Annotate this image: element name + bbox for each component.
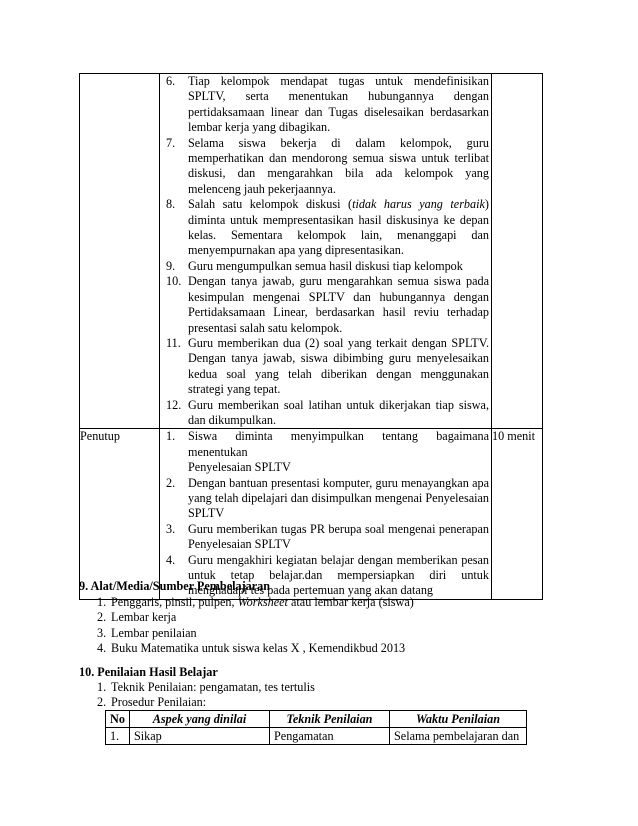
activity-table xyxy=(79,73,543,600)
item-text: Guru memberikan dua (2) soal yang terkait dengan SPLTV. Dengan tanya jawab, siswa dibimbing guru menyelesaikan kedua soal yang telah diberikan dengan menggunakan strategi yang tepat. xyxy=(188,335,489,397)
item-text: Selama siswa bekerja di dalam kelompok, guru memperhatikan dan mendorong semua siswa untuk terlibat diskusi, dan mengarahkan bila ada kelompok yang melenceng jauh pekerjaannya. xyxy=(188,135,489,196)
list-item xyxy=(166,74,489,136)
item-number: 3. xyxy=(97,625,107,640)
item-number: 9. xyxy=(166,258,176,273)
section-9-list xyxy=(97,595,414,657)
steps-list xyxy=(160,429,491,598)
list-item xyxy=(97,626,414,641)
item-text: Guru memberikan soal latihan untuk dikerjakan tiap siswa, dan dikumpulkan. xyxy=(188,397,489,427)
cell-aspek: Sikap xyxy=(130,728,270,745)
item-text: Tiap kelompok mendapat tugas untuk mendefinisikan SPLTV, serta menentukan hubungannya dengan pertidaksamaan linear dan Tugas diselesaikan berdasarkan lembar kerja yang dibagikan. xyxy=(188,74,489,135)
section-9-title: 9. Alat/Media/Sumber Pembelajaran xyxy=(79,579,271,593)
item-text: Dengan bantuan presentasi komputer, guru menayangkan apa yang telah dipelajari dan disimpulkan mengenai Penyelesaian SPLTV xyxy=(188,475,489,521)
section-10-title: 10. Penilaian Hasil Belajar xyxy=(79,665,218,679)
phase-time xyxy=(492,74,543,429)
item-text: Guru memberikan tugas PR berupa soal mengenai penerapan Penyelesaian SPLTV xyxy=(188,521,489,552)
list-item xyxy=(97,641,414,656)
list-item xyxy=(97,680,315,695)
item-number: 7. xyxy=(166,135,176,150)
list-item xyxy=(166,259,489,274)
cell-no: 1. xyxy=(106,728,130,745)
header-no: No xyxy=(106,711,130,728)
phase-steps xyxy=(160,74,492,429)
item-number: 6. xyxy=(166,74,176,88)
item-text: Salah satu kelompok diskusi (tidak harus yang terbaik) diminta untuk mempresentasikan hasil diskusinya ke depan kelas. Sementara kelompok lain, menanggapi dan menyempurnakan apa yang dipresentasikan. xyxy=(188,197,489,258)
header-aspek: Aspek yang dinilai xyxy=(130,711,270,728)
item-text: Teknik Penilaian: pengamatan, tes tertulis xyxy=(111,680,315,694)
item-text: Buku Matematika untuk siswa kelas X , Kemendikbud 2013 xyxy=(111,641,406,656)
item-number: 2. xyxy=(97,610,107,625)
list-item xyxy=(166,476,489,522)
activity-row-penutup xyxy=(80,429,543,599)
item-number: 1. xyxy=(97,680,107,694)
header-waktu: Waktu Penilaian xyxy=(390,711,527,728)
item-number: 3. xyxy=(166,521,176,536)
header-teknik: Teknik Penilaian xyxy=(270,711,390,728)
list-item xyxy=(166,136,489,198)
item-number: 10. xyxy=(166,274,182,289)
list-item xyxy=(166,336,489,398)
item-text: Lembar penilaian xyxy=(111,625,197,640)
phase-time: 10 menit xyxy=(492,429,543,599)
item-number: 4. xyxy=(166,552,176,567)
item-text: Lembar kerja xyxy=(111,610,177,625)
item-text: Prosedur Penilaian: xyxy=(111,695,207,710)
list-item xyxy=(166,197,489,259)
item-number: 2. xyxy=(166,475,176,490)
steps-list xyxy=(160,74,491,428)
cell-waktu: Selama pembelajaran dan xyxy=(390,728,527,745)
item-number: 2. xyxy=(97,695,107,710)
item-text: Dengan tanya jawab, guru mengarahkan semua siswa pada kesimpulan mengenai SPLTV dan hubungannya dengan Pertidaksamaan Linear, berdasarkan hasil reviu terhadap presentasi salah satu kelompok. xyxy=(188,274,489,335)
item-number: 12. xyxy=(166,397,182,412)
phase-label: Penutup xyxy=(80,429,160,599)
item-text: Penggaris, pinsil, pulpen, Worksheet atau lembar kerja (siswa) xyxy=(111,595,414,609)
cell-teknik: Pengamatan xyxy=(270,728,390,745)
phase-steps xyxy=(160,429,492,599)
item-text: Guru mengakhiri kegiatan belajar dengan memberikan pesan untuk tetap belajar.dan mempersiapkan diri untuk menghadapi tes pada pertemuan yang akan datang xyxy=(188,552,489,598)
item-number: 1. xyxy=(166,429,176,444)
list-item xyxy=(97,595,414,610)
section-10-list xyxy=(97,680,315,711)
list-item xyxy=(166,522,489,553)
item-number: 8. xyxy=(166,197,176,212)
list-item xyxy=(97,695,315,710)
list-item xyxy=(97,610,414,625)
list-item xyxy=(166,429,489,475)
table-row xyxy=(106,728,527,745)
phase-label xyxy=(80,74,160,429)
assessment-header-row xyxy=(106,711,527,728)
activity-table-body xyxy=(80,74,543,600)
item-number: 4. xyxy=(97,641,107,656)
list-item xyxy=(166,274,489,336)
activity-row-inti xyxy=(80,74,543,429)
assessment-table xyxy=(105,710,527,745)
list-item xyxy=(166,398,489,429)
item-number: 11. xyxy=(166,335,181,350)
item-text: Siswa diminta menyimpulkan tentang bagaimana menentukan Penyelesaian SPLTV xyxy=(188,429,489,475)
item-text: Guru mengumpulkan semua hasil diskusi tiap kelompok xyxy=(188,258,463,273)
item-number: 1. xyxy=(97,595,107,609)
